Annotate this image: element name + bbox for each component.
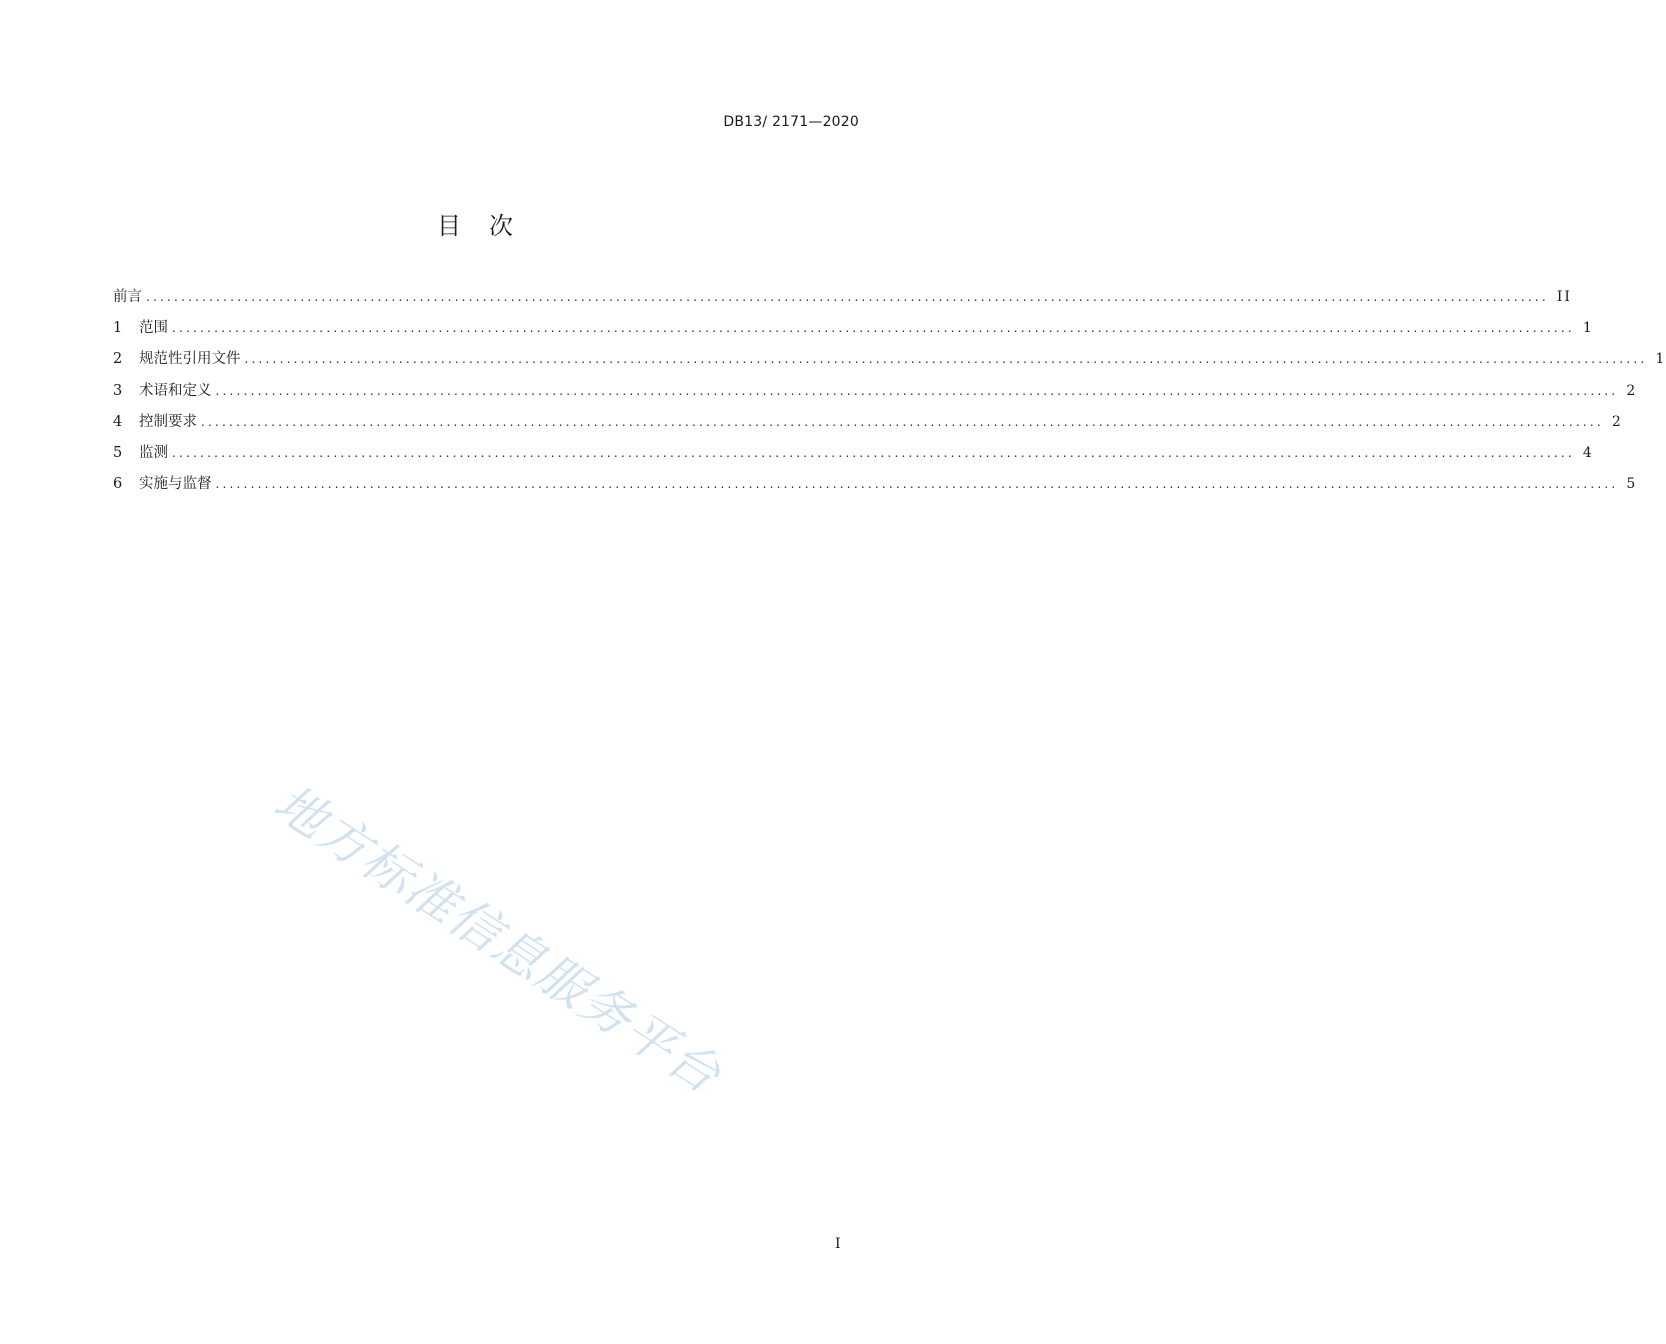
table-of-contents bbox=[113, 286, 1666, 504]
toc-leader-dots: ........................................................................................................................................................................................................ bbox=[201, 414, 1604, 429]
toc-page-number: 2 bbox=[1626, 382, 1638, 399]
toc-entry-number: 2 bbox=[113, 351, 123, 368]
document-code: DB13/ 2171—2020 bbox=[723, 114, 859, 130]
toc-entry-label: 范围 bbox=[139, 320, 168, 337]
toc-leader-dots: ........................................................................................................................................................................................................ bbox=[146, 290, 1549, 304]
toc-page-number: 1 bbox=[1582, 320, 1594, 337]
toc-entry-number: 6 bbox=[113, 476, 123, 493]
toc-entry-number: 3 bbox=[113, 382, 123, 399]
watermark-text: 地方标准信息服务平台 bbox=[263, 773, 732, 1106]
toc-page-number: II bbox=[1556, 289, 1572, 305]
toc-entry-terms-definitions[interactable] bbox=[113, 380, 1638, 411]
toc-page-number: 2 bbox=[1611, 413, 1623, 430]
toc-entry-foreword[interactable] bbox=[113, 286, 1572, 317]
toc-entry-label: 实施与监督 bbox=[139, 476, 212, 493]
toc-leader-dots: ........................................................................................................................................................................................................ bbox=[244, 352, 1648, 367]
toc-entry-normative-references[interactable] bbox=[113, 348, 1666, 379]
toc-page-number: 4 bbox=[1582, 444, 1594, 461]
toc-page-number: 1 bbox=[1655, 351, 1666, 368]
toc-entry-label: 规范性引用文件 bbox=[139, 351, 241, 368]
toc-entry-control-requirements[interactable] bbox=[113, 411, 1623, 442]
toc-entry-number: 1 bbox=[113, 320, 123, 337]
toc-entry-number: 4 bbox=[113, 413, 123, 430]
toc-title: 目次 bbox=[437, 212, 541, 240]
toc-entry-label: 监测 bbox=[139, 444, 168, 461]
toc-leader-dots: ........................................................................................................................................................................................................ bbox=[172, 321, 1575, 336]
toc-entry-label: 前言 bbox=[113, 289, 142, 305]
toc-entry-scope[interactable] bbox=[113, 317, 1594, 348]
toc-entry-number: 5 bbox=[113, 444, 123, 461]
toc-page-number: 5 bbox=[1626, 476, 1638, 493]
toc-leader-dots: ........................................................................................................................................................................................................ bbox=[172, 445, 1575, 460]
page-number: I bbox=[835, 1236, 841, 1252]
toc-entry-label: 术语和定义 bbox=[139, 382, 212, 399]
toc-leader-dots: ........................................................................................................................................................................................................ bbox=[215, 383, 1619, 398]
toc-entry-implementation-supervision[interactable] bbox=[113, 473, 1638, 504]
toc-entry-monitoring[interactable] bbox=[113, 442, 1594, 473]
toc-entry-label: 控制要求 bbox=[139, 413, 197, 430]
toc-leader-dots: ........................................................................................................................................................................................................ bbox=[215, 477, 1619, 492]
